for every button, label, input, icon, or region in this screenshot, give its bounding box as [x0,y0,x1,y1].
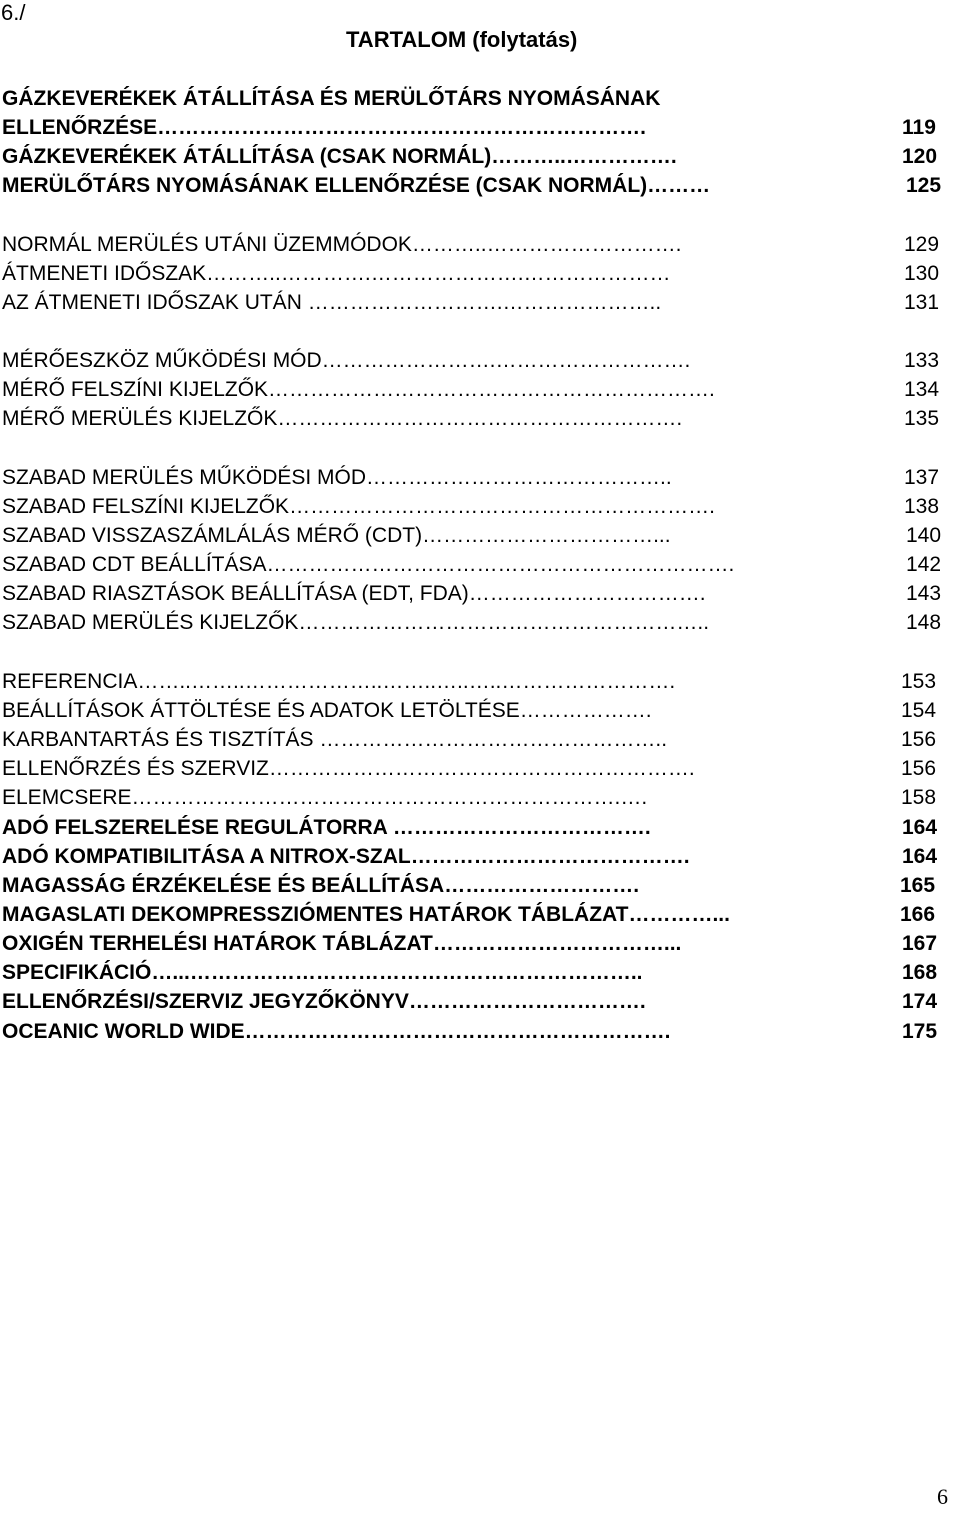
toc-entry-title: GÁZKEVERÉKEK ÁTÁLLÍTÁSA ÉS MERÜLŐTÁRS NYOMÁSÁNAK [2,87,661,110]
toc-entry-title: ADÓ FELSZERELÉSE REGULÁTORRA ………………………………. [2,816,663,839]
toc-entry-title: SPECIFIKÁCIÓ…...……………………………………………………….. [2,961,649,984]
toc-entry-page: 156 [901,728,937,751]
toc-entry-page: 175 [902,1020,938,1043]
toc-entry-page: 140 [906,524,942,547]
toc-entry-title: OXIGÉN TERHELÉSI HATÁROK TÁBLÁZAT……………………………... [2,932,688,955]
toc-entry-title: ELEMCSERE…………………………………………………………….…. [2,786,654,809]
toc-entry-title: OCEANIC WORLD WIDE……………………………………………………. [2,1020,677,1043]
toc-entry-page: 158 [901,786,937,809]
toc-entry-page: 168 [902,961,938,984]
toc-entry-page: 165 [900,874,936,897]
toc-entry-page: 120 [902,145,938,168]
toc-entry-title: MÉRŐ FELSZÍNI KIJELZŐK………………………………………………………. [2,378,721,401]
toc-entry-title: MAGASLATI DEKOMPRESSZIÓMENTES HATÁROK TÁBLÁZAT…………... [2,903,736,926]
toc-entry-title: SZABAD RIASZTÁSOK BEÁLLÍTÁSA (EDT, FDA)……………………………. [2,582,712,605]
toc-entry-title: ÁTMENETI IDŐSZAK………..………….………………….………………… [2,262,677,285]
toc-entry-page: 119 [902,116,936,139]
toc-entry-page: 154 [901,699,937,722]
toc-entry-page: 138 [904,495,940,518]
toc-entry-page: 135 [904,407,940,430]
toc-entry-page: 131 [904,291,940,314]
toc-entry-title: SZABAD VISSZASZÁMLÁLÁS MÉRŐ (CDT)……………………………... [2,524,677,547]
toc-entry-title: MERÜLŐTÁRS NYOMÁSÁNAK ELLENŐRZÉSE (CSAK NORMÁL)……… [2,174,716,197]
toc-entry-title: BEÁLLÍTÁSOK ÁTTÖLTÉSE ÉS ADATOK LETÖLTÉSE………………. [2,699,658,722]
toc-entry-page: 166 [900,903,936,926]
page-number: 6 [937,1484,948,1509]
toc-entry-title: MÉRŐESZKÖZ MŰKÖDÉSI MÓD…………………….………………………. [2,349,697,372]
toc-entry-page: 143 [906,582,942,605]
toc-entry-title: SZABAD CDT BEÁLLÍTÁSA…………………………………………………………. [2,553,741,576]
toc-entry-page: 164 [902,816,938,839]
toc-entry-page: 137 [904,466,940,489]
toc-entry-title: MAGASSÁG ÉRZÉKELÉSE ÉS BEÁLLÍTÁSA………………………. [2,874,645,897]
corner-label: 6./ [1,0,26,25]
toc-entry-page: 125 [906,174,942,197]
toc-entry-title: ELLENŐRZÉSE……………………………………………………………. [2,116,652,139]
page-title: TARTALOM (folytatás) [346,27,578,52]
toc-entry-title: KARBANTARTÁS ÉS TISZTÍTÁS ………………………………………….. [2,728,673,751]
toc-entry-page: 134 [904,378,940,401]
toc-entry-title: AZ ÁTMENETI IDŐSZAK UTÁN ……………………….………………….. [2,291,668,314]
toc-entry-page: 142 [906,553,942,576]
toc-entry-title: SZABAD FELSZÍNI KIJELZŐK……………………………………………………. [2,495,721,518]
toc-entry-page: 156 [901,757,937,780]
toc-entry-title: SZABAD MERÜLÉS MŰKÖDÉSI MÓD…………………………………….. [2,466,678,489]
toc-entry-title: GÁZKEVERÉKEK ÁTÁLLÍTÁSA (CSAK NORMÁL)………..……………. [2,145,683,168]
toc-entry-page: 148 [906,611,942,634]
toc-entry-page: 167 [902,932,938,955]
toc-entry-page: 174 [902,990,938,1013]
toc-entry-title: REFERENCIA……..……..………………..……..…..…..……………………. [2,670,682,693]
toc-entry-title: ADÓ KOMPATIBILITÁSA A NITROX-SZAL…………………………………. [2,845,696,868]
toc-entry-page: 133 [904,349,940,372]
toc-entry-title: NORMÁL MERÜLÉS UTÁNI ÜZEMMÓDOK………..………………………. [2,233,688,256]
toc-entry-page: 153 [901,670,937,693]
toc-entry-title: ELLENŐRZÉSI/SZERVIZ JEGYZŐKÖNYV……………………………. [2,990,652,1013]
toc-entry-page: 164 [902,845,938,868]
toc-entry-page: 130 [904,262,940,285]
toc-entry-title: MÉRŐ MERÜLÉS KIJELZŐK…………………………………………………. [2,407,689,430]
toc-entry-title: SZABAD MERÜLÉS KIJELZŐK………………………………………………….. [2,611,715,634]
toc-entry-page: 129 [904,233,940,256]
toc-entry-title: ELLENŐRZÉS ÉS SZERVIZ……………………………………………………. [2,757,701,780]
